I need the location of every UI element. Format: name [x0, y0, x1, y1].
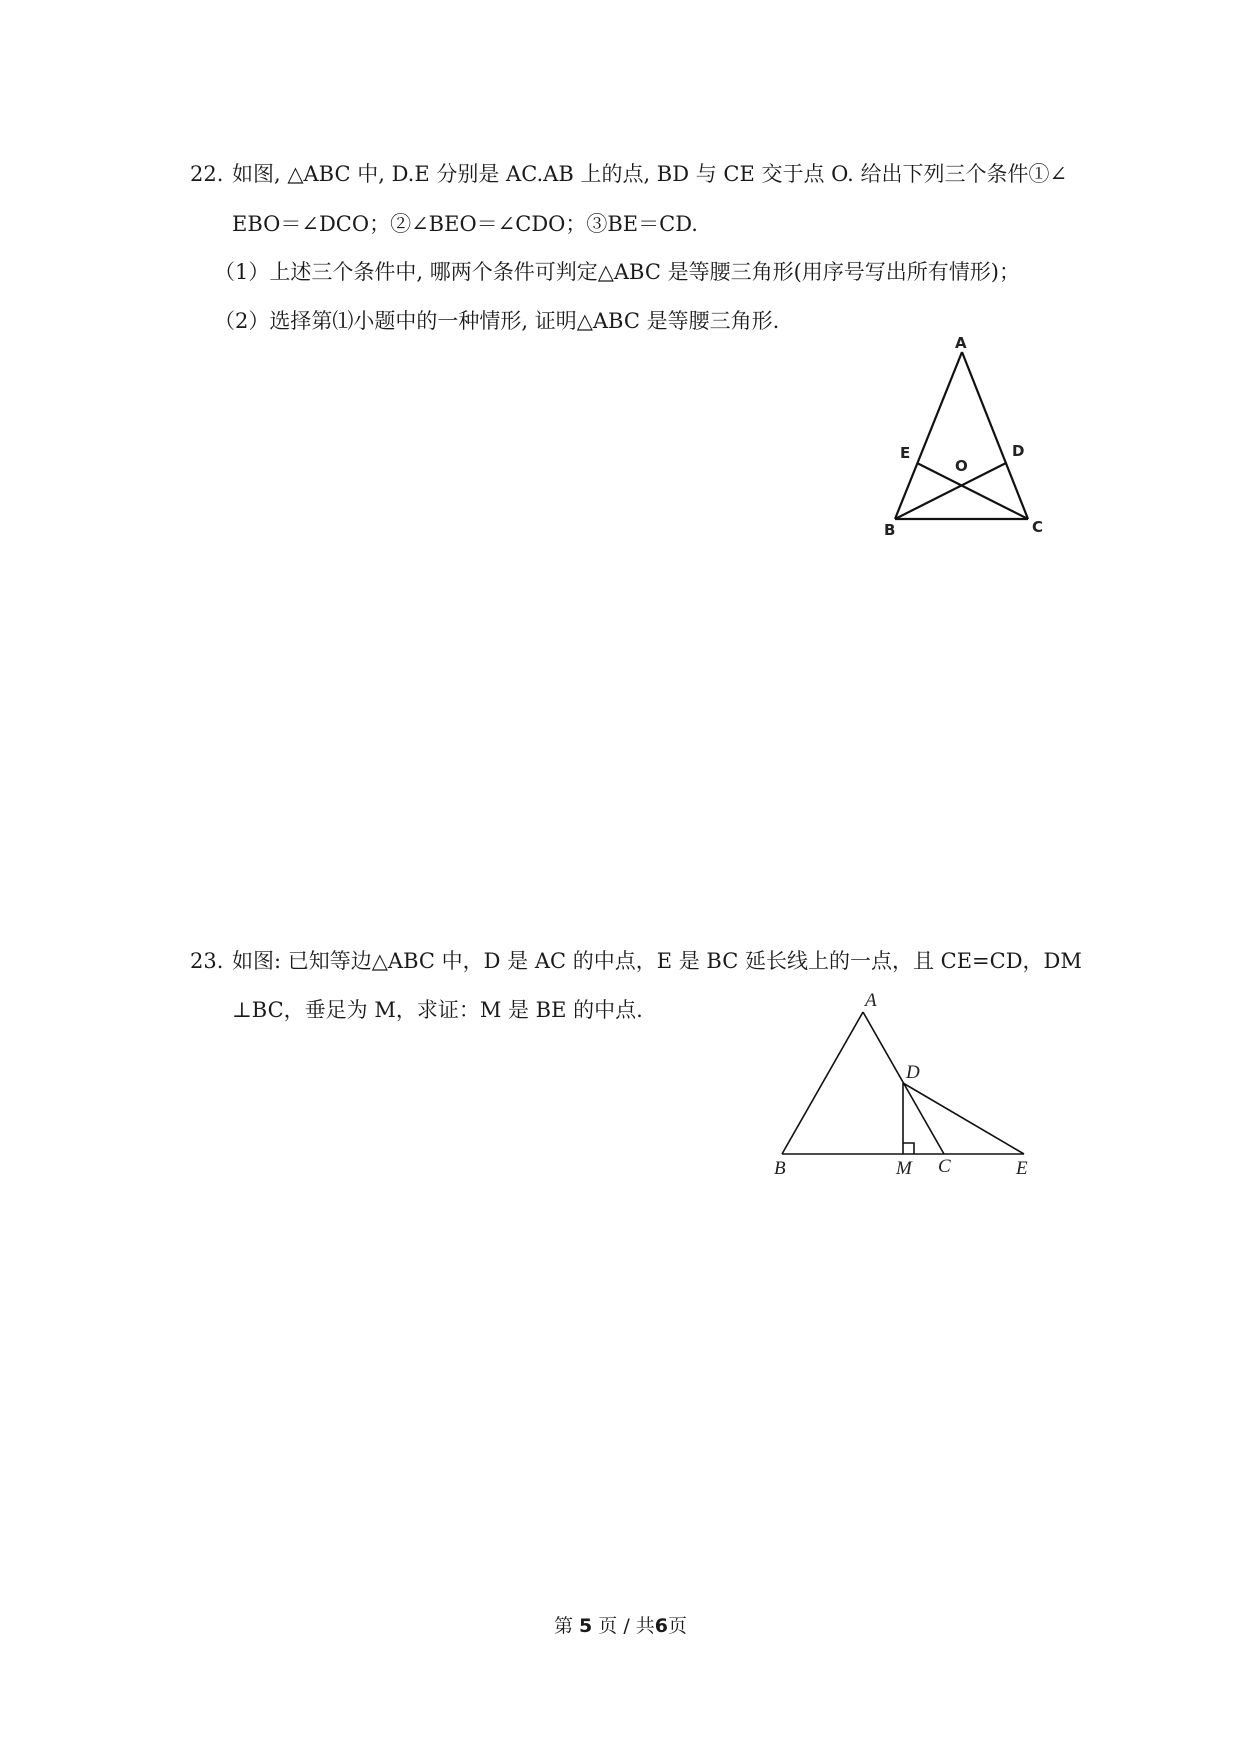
q22-stem-line2: EBO＝∠DCO；②∠BEO＝∠CDO；③BE＝CD. — [232, 212, 698, 236]
q22-triangle-figure — [860, 330, 1060, 540]
q23-stem-line2: ⊥BC，垂足为 M，求证：M 是 BE 的中点. — [232, 998, 643, 1022]
segment-ab — [895, 352, 962, 519]
footer-total-pages: 6 — [654, 1615, 669, 1637]
segment-ac — [962, 352, 1028, 519]
label-d: D — [906, 1062, 920, 1083]
q22-line-1 — [190, 160, 1067, 188]
segment-bd — [895, 463, 1006, 519]
segment-ab — [782, 1012, 863, 1154]
segment-ce — [917, 463, 1028, 519]
footer-page-number: 5 — [579, 1615, 593, 1637]
label-m: M — [896, 1158, 912, 1179]
label-c: C — [1032, 518, 1044, 536]
page-footer — [0, 1611, 1241, 1638]
footer-prefix: 第 — [553, 1615, 573, 1637]
segment-de — [903, 1083, 1024, 1154]
label-a: A — [865, 990, 877, 1011]
label-b: B — [884, 521, 896, 539]
label-d: D — [1012, 442, 1025, 460]
label-o: O — [955, 457, 968, 475]
label-e: E — [900, 444, 911, 462]
q22-part-1: （1）上述三个条件中, 哪两个条件可判定△ABC 是等腰三角形(用序号写出所有情形)； — [214, 260, 1020, 284]
right-angle-mark — [903, 1143, 914, 1154]
q23-triangle-figure — [760, 990, 1050, 1190]
q22-stem-line1: 如图, △ABC 中, D.E 分别是 AC.AB 上的点, BD 与 CE 交于点 O. 给出下列三个条件①∠ — [232, 162, 1068, 186]
q23-stem-line1: 如图: 已知等边△ABC 中，D 是 AC 的中点，E 是 BC 延长线上的一点，且 CE=CD，DM — [232, 949, 1082, 973]
label-c: C — [938, 1156, 951, 1177]
q23-number: 23. — [190, 949, 224, 973]
label-a: A — [955, 334, 967, 352]
footer-suffix: 页 — [668, 1615, 688, 1637]
footer-middle: 页 / 共 — [598, 1615, 655, 1637]
label-b: B — [774, 1158, 786, 1179]
q23-line-1 — [190, 947, 1082, 975]
label-e: E — [1016, 1158, 1028, 1179]
q22-part-2: （2）选择第⑴小题中的一种情形, 证明△ABC 是等腰三角形. — [214, 309, 780, 333]
q22-number: 22. — [190, 162, 224, 186]
